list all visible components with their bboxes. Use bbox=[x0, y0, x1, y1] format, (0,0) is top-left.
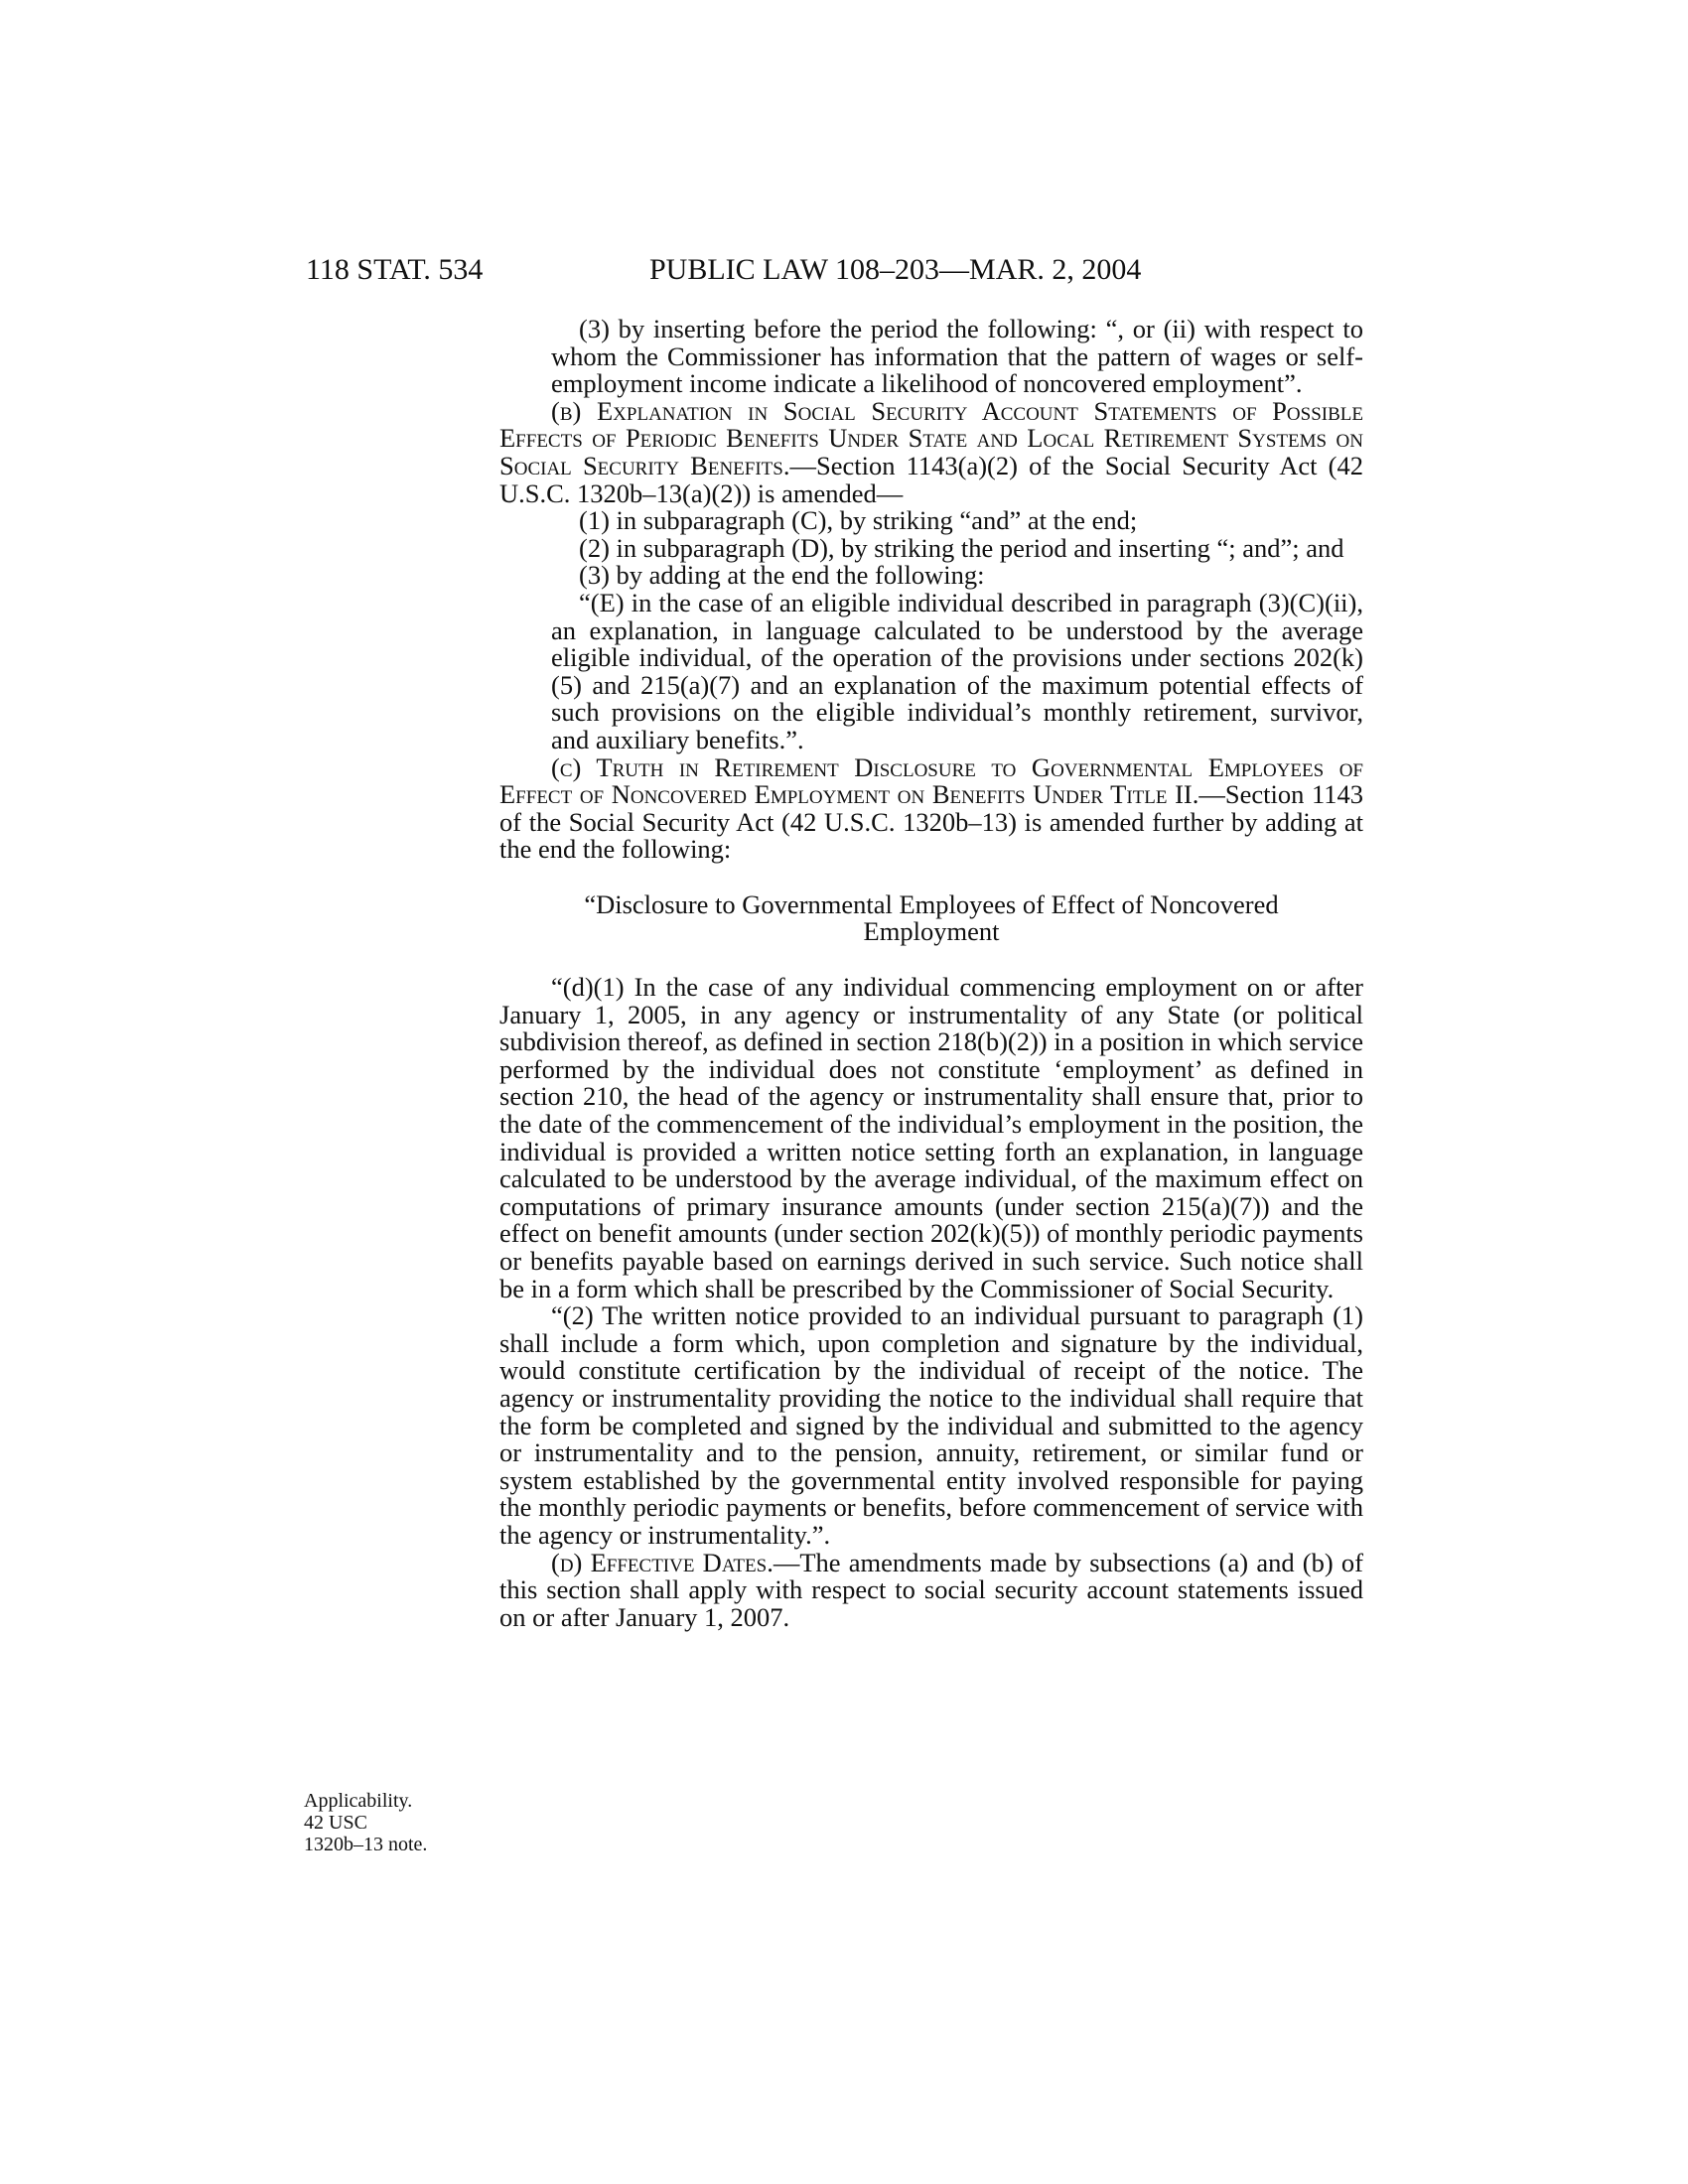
document-body bbox=[499, 316, 1363, 1631]
subsection-b bbox=[499, 395, 1363, 508]
running-head: PUBLIC LAW 108–203—MAR. 2, 2004 bbox=[649, 253, 1142, 286]
subsection-c-text: —Section 1143 of the Social Security Act (42 U.S.C. 1320b–13) is amended further by adding at the end the following: bbox=[499, 779, 1363, 865]
subsection-b-heading: (b) Explanation in Social Security Account Statements of Possible Effects of Periodic Benefits Under State and Local Retirement Systems on Social Security Benefits. bbox=[499, 395, 1363, 480]
subsection-d-text: —The amendments made by subsections (a) and (b) of this section shall apply with respect to social security account statements issued on or after January 1, 2007. bbox=[499, 1547, 1364, 1632]
paragraph-b1: (1) in subparagraph (C), by striking “and” at the end; bbox=[579, 505, 1138, 536]
subsection-d bbox=[499, 1547, 1364, 1632]
paragraph-b2: (2) in subparagraph (D), by striking the period and inserting “; and”; and bbox=[579, 532, 1344, 563]
paragraph-a3: (3) by inserting before the period the following: “, or (ii) with respect to whom the Commissioner has information that the pattern of wages or self-employment income indicate a likelihood of noncovered employment”. bbox=[551, 314, 1363, 399]
page-header bbox=[0, 250, 1688, 290]
margin-note-line-3: 1320b–13 note. bbox=[304, 1834, 428, 1855]
margin-note-line-1: Applicability. bbox=[304, 1790, 413, 1812]
subsection-d-heading: (d) Effective Dates. bbox=[551, 1547, 774, 1577]
paragraph-b3-E: “(E) in the case of an eligible individual described in paragraph (3)(C)(ii), an explanation, in language calculated to be understood by the average eligible individual, of the operation of the provisions under sections 202(k)(5) and 215(a)(7) and an explanation of the maximum potential effects of such provisions on the eligible individual’s monthly retirement, survivor, and auxiliary benefits.”. bbox=[551, 587, 1363, 754]
subsection-b-text: —Section 1143(a)(2) of the Social Security Act (42 U.S.C. 1320b–13(a)(2)) is amended— bbox=[499, 450, 1363, 508]
paragraph-d1: “(d)(1) In the case of any individual commencing employment on or after January 1, 2005, in any agency or instrumentality of any State (or political subdivision thereof, as defined in section 218(b)(2)) in a position in which service performed by the individual does not constitute ‘employment’ as defined in section 210, the head of the agency or instrumentality shall ensure that, prior to the date of the commencement of the individual’s employment in the position, the individual is provided a written notice setting forth an explanation, in language calculated to be understood by the average individual, of the maximum effect on computations of primary insurance amounts (under section 215(a)(7)) and the effect on benefit amounts (under section 202(k)(5)) of monthly periodic payments or benefits payable based on earnings derived in such service. Such notice shall be in a form which shall be prescribed by the Commissioner of Social Security. bbox=[499, 972, 1363, 1303]
margin-note-line-2: 42 USC bbox=[304, 1812, 367, 1834]
paragraph-d2: “(2) The written notice provided to an individual pursuant to paragraph (1) shall include a form which, upon completion and signature by the individual, would constitute certification by the individual of receipt of the notice. The agency or instrumentality providing the notice to the individual shall require that the form be completed and signed by the individual and submitted to the agency or instrumentality and to the pension, annuity, retirement, or similar fund or system established by the governmental entity involved responsible for paying the monthly periodic payments or benefits, before commencement of service with the agency or instrumentality.”. bbox=[499, 1300, 1363, 1550]
margin-note bbox=[304, 1790, 463, 1855]
section-heading: “Disclosure to Governmental Employees of Effect of Noncovered Employment bbox=[584, 888, 1279, 947]
statute-page-number: 118 STAT. 534 bbox=[306, 253, 484, 286]
subsection-c-heading: (c) Truth in Retirement Disclosure to Governmental Employees of Effect of Noncovered Employment on Benefits Under Title II. bbox=[499, 751, 1363, 810]
paragraph-b3: (3) by adding at the end the following: bbox=[579, 560, 985, 591]
subsection-c bbox=[499, 751, 1363, 865]
